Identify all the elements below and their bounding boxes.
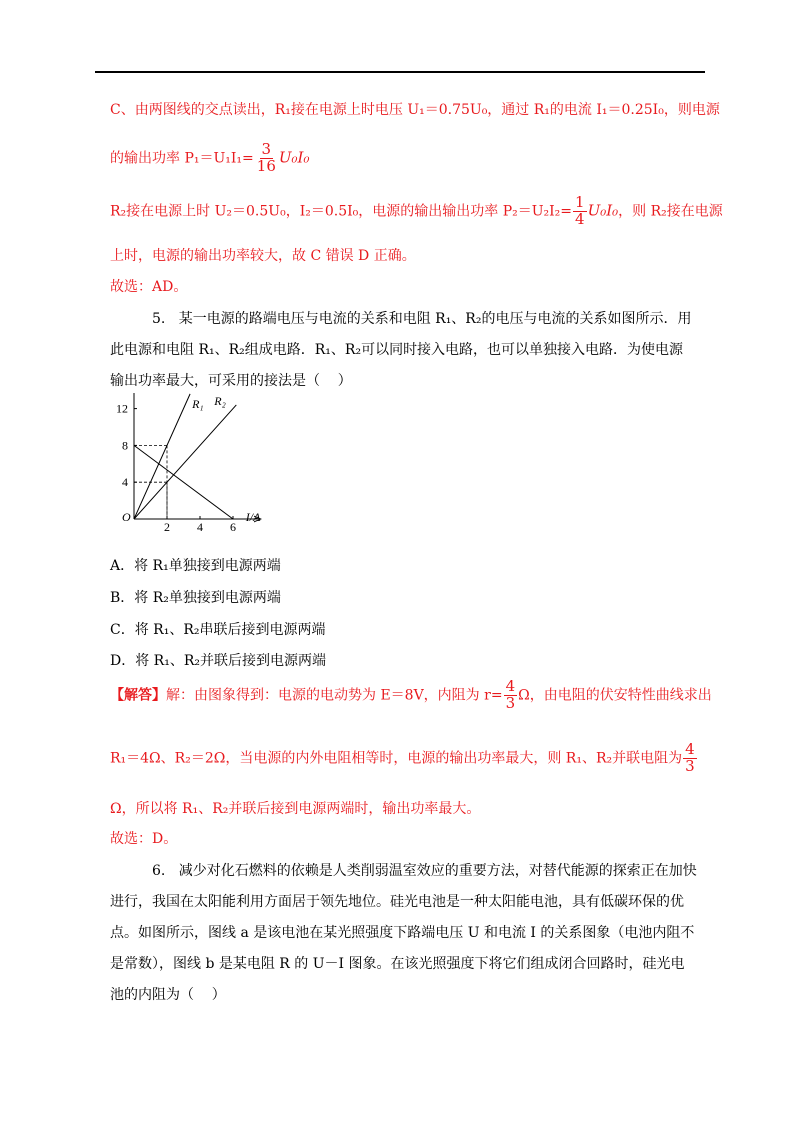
x-tick-label: 6 bbox=[230, 520, 236, 533]
x-tick-label: 2 bbox=[164, 520, 170, 533]
solution-c-line-2: 的输出功率 P₁＝U₁I₁= $\frac{3}{16}$ U₀I₀ bbox=[110, 140, 310, 175]
question-6-line-5: 池的内阻为（ ） bbox=[110, 987, 226, 1003]
x-tick-label: 4 bbox=[197, 520, 203, 533]
answer-line-3: Ω，所以将 R₁、R₂并联后接到电源两端时，输出功率最大。 bbox=[110, 801, 481, 817]
u-i-graph bbox=[110, 393, 280, 533]
question-5-line-3: 输出功率最大，可采用的接法是（ ） bbox=[110, 373, 352, 389]
r1-label: R₁ bbox=[192, 396, 204, 411]
solution-c-line-1: C、由两图线的交点读出，R₁接在电源上时电压 U₁＝0.75U₀，通过 R₁的电流 I₁＝0.25I₀，则电源 bbox=[110, 102, 720, 118]
answer-tag: 【解答】 bbox=[110, 687, 166, 704]
question-6-line-4: 是常数），图线 b 是某电阻 R 的 U－I 图象。在该光照强度下将它们组成闭合回路时，硅光电 bbox=[110, 956, 685, 972]
fraction-1-4: $\frac{1}{4}$ bbox=[575, 193, 585, 228]
fraction-4-3-a: $\frac{4}{3}$ bbox=[505, 677, 516, 712]
option-a: A．将 R₁单独接到电源两端 bbox=[110, 558, 281, 574]
r2-label: R₂ bbox=[214, 393, 226, 408]
answer-d: 故选：D。 bbox=[110, 831, 178, 847]
series-line-source bbox=[134, 445, 233, 519]
option-b: B．将 R₂单独接到电源两端 bbox=[110, 590, 281, 606]
question-5-line-2: 此电源和电阻 R₁、R₂组成电路．R₁、R₂可以同时接入电路，也可以单独接入电路．为使电源 bbox=[110, 342, 684, 358]
solution-c-line-4: 上时，电源的输出功率较大，故 C 错误 D 正确。 bbox=[110, 248, 416, 264]
origin-label: O bbox=[122, 510, 131, 524]
question-6-line-2: 进行，我国在太阳能利用方面居于领先地位。硅光电池是一种太阳能电池，具有低碳环保的优 bbox=[110, 894, 684, 910]
fraction-4-3-b: $\frac{4}{3}$ bbox=[685, 740, 695, 775]
option-c: C．将 R₁、R₂串联后接到电源两端 bbox=[110, 622, 326, 638]
solution-c-line-3: R₂接在电源上时 U₂＝0.5U₀，I₂＝0.5I₀，电源的输出输出功率 P₂＝U₂I₂= $\frac{1}{4}$ U₀I₀，则 R₂接在电源 bbox=[110, 193, 723, 228]
series-line-r1 bbox=[134, 394, 190, 519]
question-6-line-1: 6. 减少对化石燃料的依赖是人类削弱温室效应的重要方法，对替代能源的探索正在加快 bbox=[152, 863, 697, 879]
header-rule bbox=[95, 71, 705, 73]
x-axis-label: I/A bbox=[245, 510, 261, 524]
y-tick-label: 8 bbox=[122, 438, 128, 453]
question-6-line-3: 点。如图所示，图线 a 是该电池在某光照强度下路端电压 U 和电流 I 的关系图象（电池内阻不 bbox=[110, 925, 695, 941]
y-tick-label: 4 bbox=[122, 475, 128, 490]
answer-line-2: R₁＝4Ω、R₂＝2Ω，当电源的内外电阻相等时，电源的输出功率最大，则 R₁、R₂并联电阻为 $\frac{4}{3}$ bbox=[110, 740, 695, 775]
answer-ad: 故选：AD。 bbox=[110, 279, 188, 295]
series-line-r2 bbox=[134, 405, 236, 519]
fraction-3-16: $\frac{3}{16}$ bbox=[256, 140, 276, 175]
question-5-line-1: 5. 某一电源的路端电压与电流的关系和电阻 R₁、R₂的电压与电流的关系如图所示．用 bbox=[152, 311, 692, 327]
option-d: D．将 R₁、R₂并联后接到电源两端 bbox=[110, 653, 326, 669]
y-tick-label: 12 bbox=[116, 401, 128, 416]
answer-line-1: 【解答】解：由图象得到：电源的电动势为 E＝8V，内阻为 r= $\frac{4}{3}$ Ω，由电阻的伏安特性曲线求出 bbox=[110, 677, 712, 712]
